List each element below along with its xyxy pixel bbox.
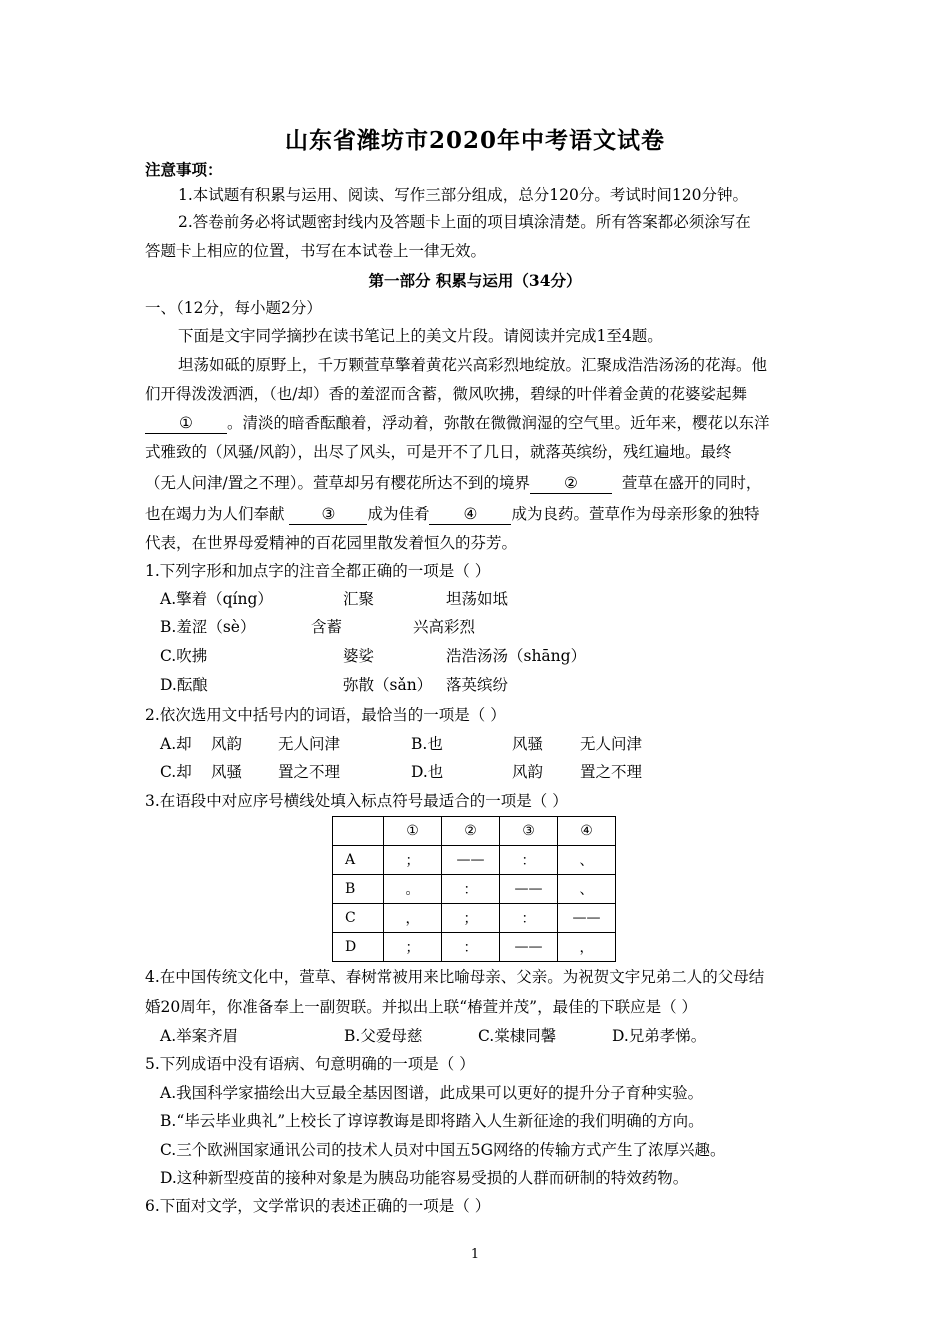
table-cell: ① [384,817,442,846]
table-cell: 。 [384,875,442,904]
q2-stem: 2.依次选用文中括号内的词语，最恰当的一项是（ ） [145,706,506,724]
q2-c-3: 置之不理 [278,763,341,781]
page-title: 山东省潍坊市2020年中考语文试卷 [284,127,665,154]
q1-d-2: 弥散（sǎn） [343,676,433,694]
table-cell: —— [500,875,558,904]
notice-heading: 注意事项： [145,160,223,179]
q4-stem-line-2: 婚20周年，你准备奉上一副贺联。并拟出上联“椿萱并茂”，最佳的下联应是（ ） [145,998,698,1016]
table-cell: 、 [558,875,616,904]
table-cell: —— [500,933,558,962]
table-row [333,904,616,933]
q4-option-d: D.兄弟孝悌。 [612,1027,707,1045]
table-row [333,875,616,904]
q4-stem-line-1: 4.在中国传统文化中，萱草、春树常被用来比喻母亲、父亲。为祝贺文宇兄弟二人的父母结 [145,968,765,986]
passage-line-6 [145,500,759,529]
section-1-heading: 一、（12分，每小题2分） [145,299,322,317]
table-cell: ④ [558,817,616,846]
reading-intro: 下面是文宇同学摘抄在读书笔记上的美文片段。请阅读并完成1至4题。 [178,327,663,345]
table-cell: 、 [558,846,616,875]
passage-line-5-a: （无人问津/置之不理）。萱草却另有樱花所达不到的境界 [145,474,530,492]
q1-b-2: 含蓄 [311,618,343,636]
q2-d-1: D.也 [411,763,444,781]
q2-a-1: A.却 [160,735,192,753]
q1-c-1: C.吹拂 [160,647,208,665]
notice-item-2-line-1: 2.答卷前务必将试题密封线内及答题卡上面的项目填涂清楚。所有答案都必须涂写在 [178,213,751,231]
table-row [333,846,616,875]
table-cell: ： [442,875,500,904]
q2-d-2: 风韵 [512,763,544,781]
part1-heading: 第一部分 积累与运用（34分） [368,271,582,290]
q5-option-d: D.这种新型疫苗的接种对象是为胰岛功能容易受损的人群而研制的特效药物。 [160,1169,689,1187]
passage-line-3 [145,409,770,438]
passage-line-6-a: 也在竭力为人们奉献 [145,505,285,523]
q1-c-3: 浩浩汤汤（shāng） [446,647,587,665]
blank-2: ② [530,473,612,494]
q1-b-3: 兴高彩烈 [413,618,476,636]
table-cell [333,817,384,846]
q1-d-1: D.酝酿 [160,676,208,694]
blank-4: ④ [429,504,511,525]
q3-stem: 3.在语段中对应序号横线处填入标点符号最适合的一项是（ ） [145,792,568,810]
table-cell: C [333,904,384,933]
table-cell: ： [500,846,558,875]
table-row [333,933,616,962]
table-cell: ② [442,817,500,846]
table-cell: —— [558,904,616,933]
q2-a-2: 风韵 [211,735,243,753]
q2-b-1: B.也 [411,735,443,753]
notice-item-2-line-2: 答题卡上相应的位置，书写在本试卷上一律无效。 [145,242,487,260]
q6-stem: 6.下面对文学，文学常识的表述正确的一项是（ ） [145,1197,491,1215]
passage-line-6-b: 成为佳肴 [367,505,430,523]
q2-d-3: 置之不理 [580,763,643,781]
q2-b-2: 风骚 [512,735,544,753]
q4-option-a: A.举案齐眉 [160,1027,239,1045]
q1-a-1: A.擎着（qíng） [160,590,273,608]
table-cell: A [333,846,384,875]
q1-stem: 1.下列字形和加点字的注音全都正确的一项是（ ） [145,562,491,580]
q4-option-b: B.父爱母慈 [344,1027,423,1045]
q5-option-c: C.三个欧洲国家通讯公司的技术人员对中国五5G网络的传输方式产生了浓厚兴趣。 [160,1141,726,1159]
q1-a-3: 坦荡如坻 [446,590,509,608]
table-cell: ③ [500,817,558,846]
q1-a-2: 汇聚 [343,590,375,608]
q5-option-b: B.“毕云毕业典礼”上校长了谆谆教诲是即将踏入人生新征途的我们明确的方向。 [160,1112,704,1130]
q1-b-1: B.羞涩（sè） [160,618,256,636]
q5-option-a: A.我国科学家描绘出大豆最全基因图谱，此成果可以更好的提升分子育种实验。 [160,1084,704,1102]
q1-c-2: 婆娑 [343,647,375,665]
table-cell: ： [500,904,558,933]
q5-stem: 5.下列成语中没有语病、句意明确的一项是（ ） [145,1055,475,1073]
passage-line-5 [145,469,761,498]
blank-3: ③ [289,504,367,525]
table-cell: ： [442,933,500,962]
passage-line-2: 们开得泼泼洒洒，（也/却）香的羞涩而含蓄，微风吹拂，碧绿的叶伴着金黄的花婆娑起舞 [145,385,747,403]
table-cell: ； [384,933,442,962]
notice-item-1: 1.本试题有积累与运用、阅读、写作三部分组成，总分120分。考试时间120分钟。 [178,186,748,204]
table-header-row [333,817,616,846]
passage-line-4: 式雅致的（风骚/风韵），出尽了风头，可是开不了几日，就落英缤纷，残红遍地。最终 [145,443,732,461]
table-cell: ， [384,904,442,933]
table-cell: ， [558,933,616,962]
passage-line-6-c: 成为良药。萱草作为母亲形象的独特 [511,505,760,523]
q3-answer-table [332,816,616,962]
q2-c-1: C.却 [160,763,192,781]
table-cell: ； [442,904,500,933]
passage-line-1: 坦荡如砥的原野上，千万颗萱草擎着黄花兴高彩烈地绽放。汇聚成浩浩汤汤的花海。他 [178,356,768,374]
passage-line-5-b: 萱草在盛开的同时， [621,474,762,492]
passage-line-7: 代表，在世界母爱精神的百花园里散发着恒久的芬芳。 [145,534,518,552]
q4-option-c: C.棠棣同馨 [478,1027,557,1045]
blank-1: ① [145,413,227,434]
table-cell: ； [384,846,442,875]
q2-a-3: 无人问津 [278,735,341,753]
table-cell: D [333,933,384,962]
page-number: 1 [470,1247,480,1262]
passage-line-3-text: 。清淡的暗香酝酿着，浮动着，弥散在微微润湿的空气里。近年来，樱花以东洋 [227,414,770,432]
table-cell: —— [442,846,500,875]
table-cell: B [333,875,384,904]
q1-d-3: 落英缤纷 [446,676,509,694]
q2-c-2: 风骚 [211,763,243,781]
q2-b-3: 无人问津 [580,735,643,753]
